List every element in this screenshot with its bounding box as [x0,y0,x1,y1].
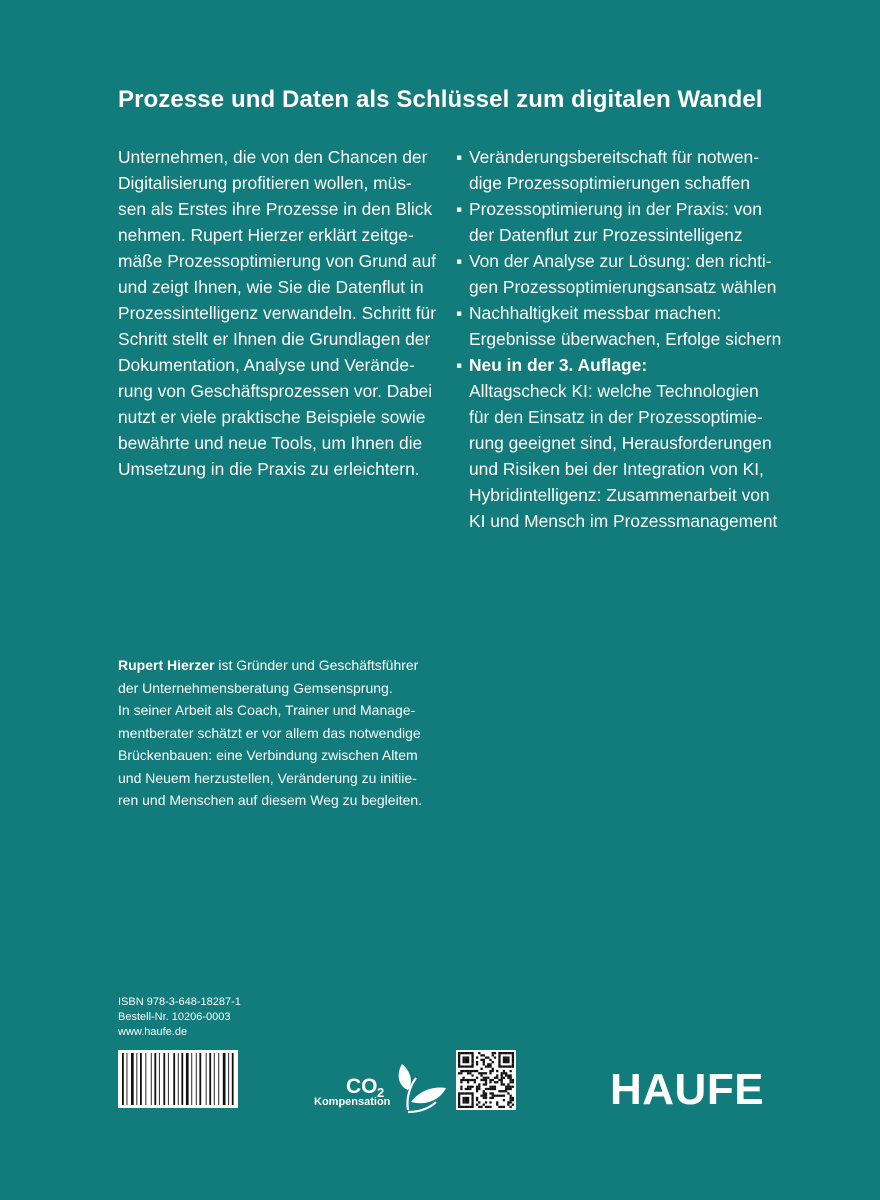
isbn: ISBN 978-3-648-18287-1 [118,996,241,1008]
list-item-new-edition [456,352,786,534]
list-item-line: Ergebnisse überwachen, Erfolge sichern [469,329,782,349]
list-item-line: der Datenflut zur Prozessintelligenz [469,225,743,245]
bullet-icon: ▪ [456,251,463,271]
intro-line: Unternehmen, die von den Chancen der [118,147,428,167]
list-item-line: dige Prozessoptimierungen schaffen [469,173,751,193]
list-item-line: gen Prozessoptimierungsansatz wählen [469,277,777,297]
list-item-line: Prozessoptimierung in der Praxis: von [469,199,762,219]
intro-line: und zeigt Ihnen, wie Sie die Datenflut in [118,277,424,297]
list-item [456,300,786,352]
intro-line: Dokumentation, Analyse und Verände- [118,355,415,375]
author-bio [118,654,448,812]
cover-title: Prozesse und Daten als Schlüssel zum digitalen Wandel [118,86,763,113]
author-bio-line: mentberater schätzt er vor allem das notwendige [118,724,421,741]
feature-list [456,144,786,534]
intro-line: bewährte und neue Tools, um Ihnen die [118,433,423,453]
website-link[interactable]: www.haufe.de [118,1026,188,1038]
list-item-line: KI und Mensch im Prozessmanagement [469,511,778,531]
intro-line: Schritt stellt er Ihnen die Grundlagen der [118,329,431,349]
list-item [456,144,786,196]
list-item-line: Von der Analyse zur Lösung: den richti- [469,251,772,271]
list-item-line: rung geeignet sind, Herausforderungen [469,433,772,453]
author-bio-line: In seiner Arbeit als Coach, Trainer und Manage- [118,702,416,718]
list-item-line: Alltagscheck KI: welche Technologien [469,381,759,401]
qr-code-icon [456,1050,516,1110]
publisher-logo: HAUFE [610,1065,765,1114]
intro-line: mäße Prozessoptimierung von Grund auf [118,251,437,271]
bibliographic-info [118,995,241,1040]
author-bio-line: ren und Menschen auf diesem Weg zu begleiten. [118,792,423,808]
bullet-icon: ▪ [456,303,463,323]
intro-text [118,144,448,482]
list-item-line: und Risiken bei der Integration von KI, [469,459,764,479]
co2-subscript: 2 [377,1085,385,1100]
intro-line: nehmen. Rupert Hierzer erklärt zeitge- [118,225,414,245]
list-item-line: für den Einsatz in der Prozessoptimie- [469,407,763,427]
intro-line: Prozessintelligenz verwandeln. Schritt für [118,303,437,323]
leaf-icon [399,1064,446,1112]
intro-line: sen als Erstes ihre Prozesse in den Blick [118,199,433,219]
list-item-line: Nachhaltigkeit messbar machen: [469,303,722,323]
list-item [456,196,786,248]
author-bio-line [118,654,448,677]
co2-caption: Kompensation [314,1096,391,1108]
author-bio-line: und Neuem herzustellen, Veränderung zu initiie- [118,769,417,786]
author-name: Rupert Hierzer [118,657,215,673]
co2-label: CO [346,1075,378,1098]
list-item-line: Hybridintelligenz: Zusammenarbeit von [469,485,770,505]
author-bio-line: der Unternehmensberatung Gemsensprung. [118,679,393,696]
intro-line: rung von Geschäftsprozessen vor. Dabei [118,381,433,401]
bullet-icon: ▪ [456,355,463,375]
bullet-icon: ▪ [456,199,463,219]
bullet-icon: ▪ [456,147,463,167]
intro-line: Umsetzung in die Praxis zu erleichtern. [118,459,420,479]
author-bio-text: ist Gründer und Geschäftsführer [214,657,419,673]
intro-line: Digitalisierung profitieren wollen, müs- [118,173,412,193]
order-number: Bestell-Nr. 10206-0003 [118,1011,231,1023]
list-item [456,248,786,300]
co2-compensation-badge [312,1060,448,1116]
list-item-line: Veränderungsbereitschaft für notwen- [469,147,760,167]
author-bio-line: Brückenbauen: eine Verbindung zwischen Altem [118,747,418,763]
intro-line: nutzt er viele praktische Beispiele sowie [118,407,426,427]
barcode-icon [118,1050,238,1108]
new-edition-heading: Neu in der 3. Auflage: [469,355,648,375]
